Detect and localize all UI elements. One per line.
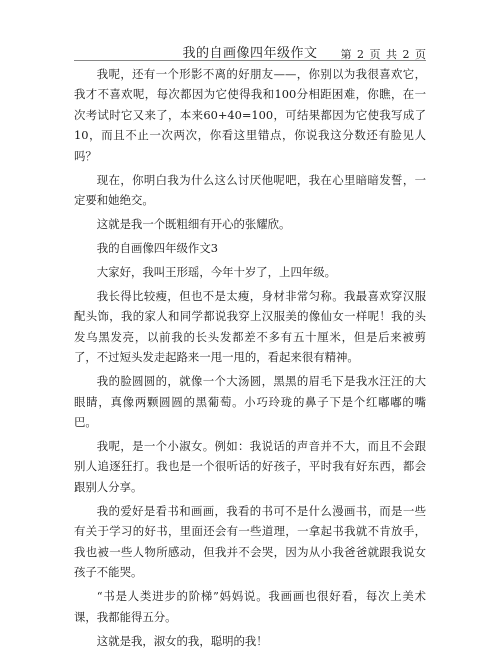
paragraph: “书是人类进步的阶梯”妈妈说。我画画也很好看，每次上美术课，我都能得五分。 [74, 589, 426, 624]
header-divider [74, 60, 426, 61]
paragraph: 大家好，我叫王形瑶，今年十岁了，上四年级。 [96, 265, 337, 280]
paragraph: 这就是我，淑女的我，聪明的我！ [96, 633, 268, 648]
document-title: 我的自画像四年级作文 [182, 46, 318, 61]
paragraph: 这就是我一个既粗细有开心的张耀欣。 [96, 217, 291, 232]
paragraph: 我的爱好是看书和画画，我看的书可不是什么漫画书，而是一些有关于学习的好书，里面还会有一些道理，一拿起书我就不肯放手，我也被一些人物所感动，但我并不会哭，因为从小我爸爸就跟我说女孩子不能哭。 [74, 503, 426, 580]
paragraph: 我呢，还有一个形影不离的好朋友——，你别以为我很喜欢它，我才不喜欢呢，每次都因为它使得我和100分相距困难，你瞧，在一次考试时它又来了，本来60+40=100，可结果都因为它使我写成了10，而且不止一次两次，你看这里错点，你说我这分数还有脸见人吗？ [74, 67, 426, 163]
paragraph: 我长得比较瘦，但也不是太瘦，身材非常匀称。我最喜欢穿汉服配头饰，我的家人和同学都说我穿上汉服美的像仙女一样呢！我的头发乌黑发亮，以前我的长头发都差不多有五十厘米，但是后来被剪了，不过短头发走起路来一甩一甩的，看起来很有精神。 [74, 289, 426, 365]
page-header [0, 38, 500, 61]
document-body [74, 64, 426, 655]
paragraph: 我的脸圆圆的，就像一个大汤圆，黑黑的眉毛下是我水汪汪的大眼睛，真像两颗圆圆的黑葡萄。小巧玲珑的鼻子下是个红嘟嘟的嘴巴。 [74, 374, 426, 430]
section-heading: 我的自画像四年级作文3 [96, 241, 218, 256]
paragraph: 我呢，是一个小淑女。例如：我说话的声音并不大，而且不会跟别人追逐狂打。我也是一个很听话的好孩子，平时我有好东西，都会跟别人分享。 [74, 439, 426, 494]
page-indicator: 第 2 页 共 2 页 [340, 48, 427, 61]
paragraph: 现在，你明白我为什么这么讨厌他呢吧，我在心里暗暗发誓，一定要和她绝交。 [74, 172, 426, 208]
